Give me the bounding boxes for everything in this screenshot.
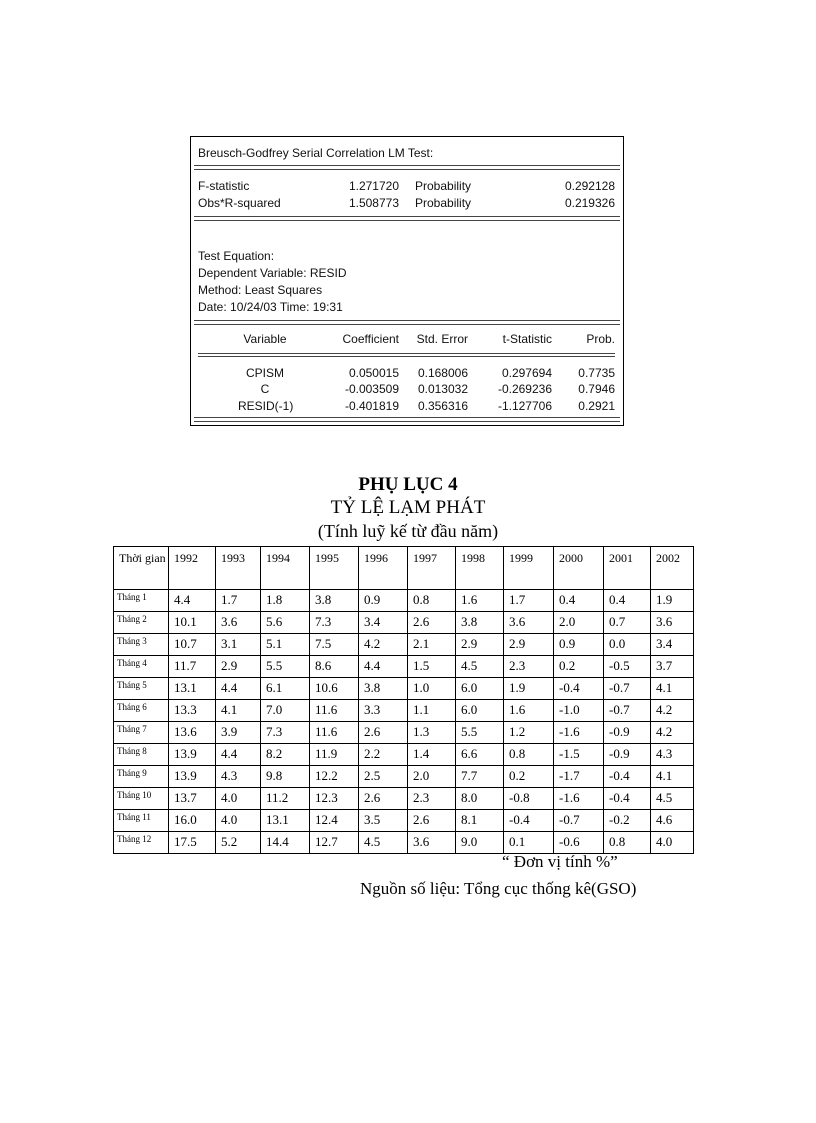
inflation-value: 3.3: [359, 700, 408, 722]
table-row: [114, 832, 694, 854]
col-std-error: Std. Error: [416, 332, 468, 346]
cell: C: [260, 382, 270, 396]
inflation-value: 1.0: [408, 678, 456, 700]
divider: [194, 216, 620, 221]
inflation-value: 4.1: [651, 766, 694, 788]
inflation-value: -0.5: [604, 656, 651, 678]
inflation-value: 0.4: [604, 590, 651, 612]
inflation-value: 10.7: [169, 634, 216, 656]
date-time: Date: 10/24/03 Time: 19:31: [198, 300, 343, 314]
inflation-value: 13.1: [261, 810, 310, 832]
divider: [198, 353, 615, 354]
inflation-value: 1.1: [408, 700, 456, 722]
inflation-value: 0.9: [359, 590, 408, 612]
year-header: 1999: [504, 547, 554, 590]
inflation-value: 7.3: [261, 722, 310, 744]
inflation-value: 1.6: [504, 700, 554, 722]
col-prob: Prob.: [586, 332, 615, 346]
inflation-value: 4.5: [359, 832, 408, 854]
inflation-value: 4.4: [359, 656, 408, 678]
inflation-value: 6.6: [456, 744, 504, 766]
inflation-value: -0.2: [604, 810, 651, 832]
inflation-value: 4.4: [216, 744, 261, 766]
coef-row: [198, 382, 615, 398]
inflation-value: 1.2: [504, 722, 554, 744]
stat-prob: 0.219326: [564, 196, 615, 210]
inflation-value: 0.1: [504, 832, 554, 854]
inflation-value: 5.5: [456, 722, 504, 744]
inflation-value: 9.8: [261, 766, 310, 788]
inflation-value: 1.8: [261, 590, 310, 612]
cell: RESID(-1): [238, 399, 294, 413]
month-label: Tháng 6: [114, 700, 169, 722]
inflation-value: 2.3: [504, 656, 554, 678]
inflation-value: 4.1: [216, 700, 261, 722]
inflation-table: [113, 546, 694, 854]
table-row: [114, 744, 694, 766]
inflation-value: 3.6: [651, 612, 694, 634]
inflation-value: 5.2: [216, 832, 261, 854]
table-row: [114, 766, 694, 788]
cell: 0.050015: [348, 366, 399, 380]
corner-cell: Thời gian: [114, 547, 169, 590]
inflation-value: 5.1: [261, 634, 310, 656]
table-row: [114, 590, 694, 612]
coef-header: [198, 332, 615, 348]
inflation-value: 3.8: [310, 590, 359, 612]
inflation-value: 2.9: [456, 634, 504, 656]
inflation-value: 1.3: [408, 722, 456, 744]
inflation-value: 4.2: [651, 700, 694, 722]
inflation-value: 1.5: [408, 656, 456, 678]
inflation-value: 1.9: [504, 678, 554, 700]
stat-prob-label: Probability: [415, 196, 472, 210]
inflation-value: 8.2: [261, 744, 310, 766]
inflation-value: -1.0: [554, 700, 604, 722]
inflation-value: 13.7: [169, 788, 216, 810]
inflation-value: 2.0: [408, 766, 456, 788]
inflation-value: 13.1: [169, 678, 216, 700]
cell: 0.7735: [578, 366, 615, 380]
cell: 0.013032: [417, 382, 468, 396]
inflation-value: -0.7: [604, 700, 651, 722]
coef-row: [198, 366, 615, 382]
month-label: Tháng 1: [114, 590, 169, 612]
inflation-value: 2.3: [408, 788, 456, 810]
inflation-value: -0.4: [504, 810, 554, 832]
inflation-value: 11.7: [169, 656, 216, 678]
month-label: Tháng 8: [114, 744, 169, 766]
cell: 0.356316: [417, 399, 468, 413]
inflation-value: 2.6: [408, 810, 456, 832]
inflation-value: 1.9: [651, 590, 694, 612]
cell: -0.003509: [344, 382, 399, 396]
inflation-value: 4.4: [216, 678, 261, 700]
cell: -1.127706: [497, 399, 552, 413]
inflation-value: 3.5: [359, 810, 408, 832]
month-label: Tháng 4: [114, 656, 169, 678]
inflation-value: -0.4: [604, 788, 651, 810]
inflation-value: 4.6: [651, 810, 694, 832]
month-label: Tháng 9: [114, 766, 169, 788]
inflation-value: 13.3: [169, 700, 216, 722]
inflation-value: 13.6: [169, 722, 216, 744]
inflation-value: 11.6: [310, 722, 359, 744]
inflation-value: 1.6: [456, 590, 504, 612]
inflation-value: 1.4: [408, 744, 456, 766]
col-variable: Variable: [243, 332, 287, 346]
inflation-value: 2.5: [359, 766, 408, 788]
inflation-value: 4.2: [651, 722, 694, 744]
inflation-value: 17.5: [169, 832, 216, 854]
unit-note: “ Đơn vị tính %”: [502, 852, 618, 871]
inflation-value: 2.1: [408, 634, 456, 656]
inflation-value: 11.2: [261, 788, 310, 810]
cell: CPISM: [245, 366, 284, 380]
inflation-value: 8.0: [456, 788, 504, 810]
lm-test-output: [190, 136, 624, 426]
col-coefficient: Coefficient: [342, 332, 399, 346]
method: Method: Least Squares: [198, 283, 323, 297]
inflation-value: 3.8: [359, 678, 408, 700]
month-label: Tháng 3: [114, 634, 169, 656]
year-header: 1992: [169, 547, 216, 590]
inflation-value: 3.9: [216, 722, 261, 744]
month-label: Tháng 11: [114, 810, 169, 832]
table-row: [114, 656, 694, 678]
table-row: [114, 722, 694, 744]
inflation-value: 4.2: [359, 634, 408, 656]
inflation-value: 10.1: [169, 612, 216, 634]
inflation-value: 8.6: [310, 656, 359, 678]
inflation-value: 4.0: [216, 788, 261, 810]
inflation-value: 13.9: [169, 766, 216, 788]
divider: [198, 356, 615, 357]
inflation-value: 2.9: [504, 634, 554, 656]
inflation-value: 12.4: [310, 810, 359, 832]
inflation-value: 0.2: [554, 656, 604, 678]
inflation-value: -0.9: [604, 722, 651, 744]
divider: [194, 320, 620, 325]
table-row: [114, 634, 694, 656]
stat-row: [198, 196, 615, 212]
inflation-value: 5.5: [261, 656, 310, 678]
year-header: 1998: [456, 547, 504, 590]
table-row: [114, 788, 694, 810]
inflation-value: 2.2: [359, 744, 408, 766]
inflation-value: 12.2: [310, 766, 359, 788]
lm-test-title: Breusch-Godfrey Serial Correlation LM Test:: [198, 146, 434, 160]
inflation-value: 7.3: [310, 612, 359, 634]
cell: -0.401819: [344, 399, 399, 413]
inflation-value: 2.9: [216, 656, 261, 678]
test-equation-info: [198, 248, 347, 316]
inflation-value: 3.6: [504, 612, 554, 634]
inflation-value: 3.8: [456, 612, 504, 634]
inflation-value: 0.2: [504, 766, 554, 788]
inflation-value: 10.6: [310, 678, 359, 700]
year-header: 2000: [554, 547, 604, 590]
year-header: 1996: [359, 547, 408, 590]
inflation-value: -1.6: [554, 788, 604, 810]
test-equation-label: Test Equation:: [198, 249, 275, 263]
inflation-value: 16.0: [169, 810, 216, 832]
inflation-value: 4.5: [651, 788, 694, 810]
inflation-value: 4.3: [651, 744, 694, 766]
year-header: 1993: [216, 547, 261, 590]
cell: -0.269236: [497, 382, 552, 396]
stat-row: [198, 179, 615, 195]
inflation-value: 4.4: [169, 590, 216, 612]
cell: 0.7946: [578, 382, 615, 396]
inflation-value: 7.7: [456, 766, 504, 788]
inflation-value: 3.4: [651, 634, 694, 656]
dependent-variable: Dependent Variable: RESID: [198, 266, 347, 280]
inflation-value: 4.3: [216, 766, 261, 788]
inflation-value: 2.6: [359, 722, 408, 744]
inflation-value: 0.0: [604, 634, 651, 656]
year-header: 1995: [310, 547, 359, 590]
inflation-value: 3.7: [651, 656, 694, 678]
appendix-note: (Tính luỹ kế từ đầu năm): [317, 521, 499, 541]
inflation-value: 8.1: [456, 810, 504, 832]
inflation-value: -1.6: [554, 722, 604, 744]
inflation-value: 2.0: [554, 612, 604, 634]
inflation-value: 3.1: [216, 634, 261, 656]
inflation-value: 5.6: [261, 612, 310, 634]
col-t-statistic: t-Statistic: [502, 332, 552, 346]
inflation-value: 0.8: [504, 744, 554, 766]
inflation-value: -0.7: [554, 810, 604, 832]
inflation-value: 4.1: [651, 678, 694, 700]
inflation-value: -0.4: [604, 766, 651, 788]
inflation-value: 11.9: [310, 744, 359, 766]
year-header: 1994: [261, 547, 310, 590]
inflation-value: 6.0: [456, 700, 504, 722]
inflation-value: 0.7: [604, 612, 651, 634]
inflation-value: 0.4: [554, 590, 604, 612]
stat-prob: 0.292128: [564, 179, 615, 193]
inflation-value: 3.4: [359, 612, 408, 634]
stat-value: 1.271720: [348, 179, 399, 193]
appendix-title: PHỤ LỤC 4: [358, 474, 458, 495]
year-header: 1997: [408, 547, 456, 590]
inflation-value: 0.8: [604, 832, 651, 854]
stat-value: 1.508773: [348, 196, 399, 210]
inflation-value: 7.5: [310, 634, 359, 656]
inflation-value: 0.8: [408, 590, 456, 612]
divider: [194, 165, 620, 170]
inflation-value: 7.0: [261, 700, 310, 722]
inflation-value: 3.6: [216, 612, 261, 634]
inflation-value: -0.4: [554, 678, 604, 700]
inflation-value: 2.6: [408, 612, 456, 634]
inflation-value: 13.9: [169, 744, 216, 766]
inflation-value: 14.4: [261, 832, 310, 854]
inflation-value: 1.7: [504, 590, 554, 612]
inflation-value: -1.5: [554, 744, 604, 766]
inflation-value: -0.7: [604, 678, 651, 700]
month-label: Tháng 10: [114, 788, 169, 810]
month-label: Tháng 12: [114, 832, 169, 854]
stat-name: F-statistic: [198, 179, 250, 193]
inflation-value: -0.9: [604, 744, 651, 766]
month-label: Tháng 2: [114, 612, 169, 634]
inflation-value: -0.6: [554, 832, 604, 854]
inflation-value: 1.7: [216, 590, 261, 612]
inflation-value: 4.0: [216, 810, 261, 832]
year-header: 2002: [651, 547, 694, 590]
table-header-row: [114, 547, 694, 590]
inflation-value: -0.8: [504, 788, 554, 810]
source-note: Nguồn số liệu: Tổng cục thống kê(GSO): [360, 879, 637, 898]
inflation-value: -1.7: [554, 766, 604, 788]
divider: [194, 417, 620, 422]
inflation-value: 11.6: [310, 700, 359, 722]
inflation-value: 4.5: [456, 656, 504, 678]
stat-prob-label: Probability: [415, 179, 472, 193]
inflation-value: 12.3: [310, 788, 359, 810]
month-label: Tháng 7: [114, 722, 169, 744]
year-header: 2001: [604, 547, 651, 590]
table-row: [114, 810, 694, 832]
inflation-value: 9.0: [456, 832, 504, 854]
inflation-value: 0.9: [554, 634, 604, 656]
inflation-value: 6.0: [456, 678, 504, 700]
cell: 0.297694: [501, 366, 552, 380]
cell: 0.168006: [417, 366, 468, 380]
appendix-subtitle: TỶ LỆ LẠM PHÁT: [330, 497, 486, 518]
coef-row: [198, 399, 615, 415]
table-row: [114, 612, 694, 634]
table-row: [114, 700, 694, 722]
inflation-value: 12.7: [310, 832, 359, 854]
table-row: [114, 678, 694, 700]
month-label: Tháng 5: [114, 678, 169, 700]
inflation-value: 6.1: [261, 678, 310, 700]
inflation-value: 4.0: [651, 832, 694, 854]
cell: 0.2921: [578, 399, 615, 413]
stat-name: Obs*R-squared: [198, 196, 281, 210]
inflation-value: 2.6: [359, 788, 408, 810]
inflation-value: 3.6: [408, 832, 456, 854]
